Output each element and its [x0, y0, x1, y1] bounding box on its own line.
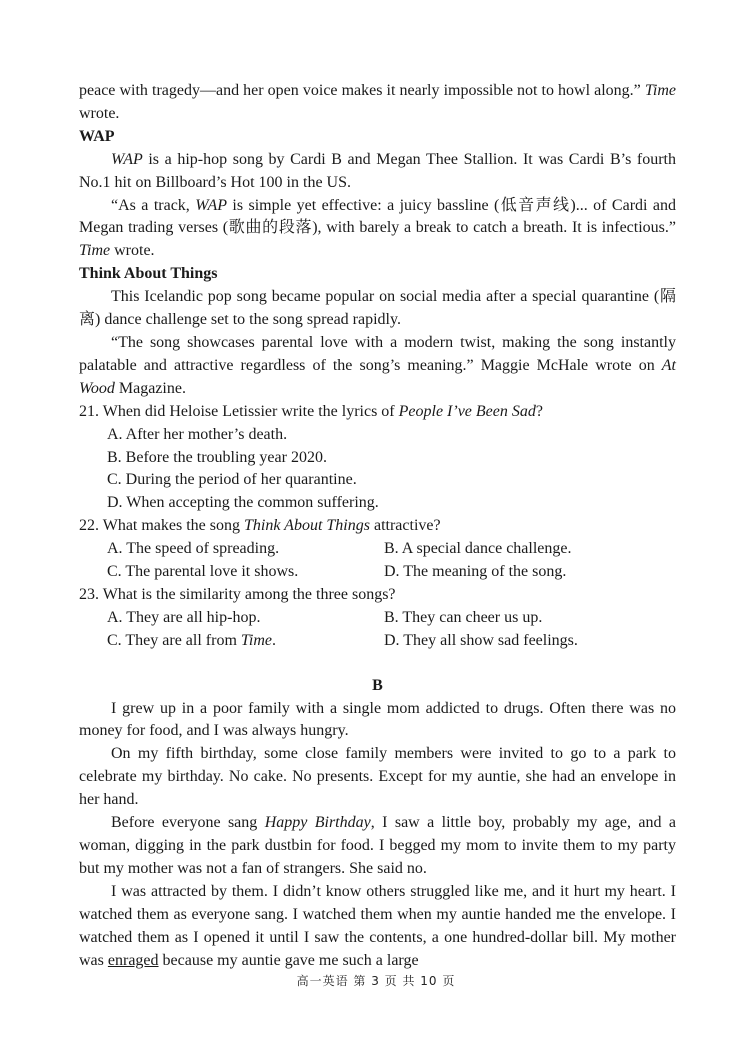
section-b-paragraph-2: On my fifth birthday, some close family members were invited to go to a park to celebrate my birthday. No cake. No presents. Except for my auntie, she had an envelope in her hand. — [79, 745, 676, 809]
intro-end: wrote. — [79, 104, 120, 122]
q23-option-c-text: C. They are all from — [107, 631, 241, 649]
question-22 — [79, 515, 676, 538]
section-b-paragraph-3 — [79, 812, 676, 881]
things-p2-end: Magazine. — [114, 379, 186, 397]
q23-option-c — [107, 630, 384, 653]
q22-stem-end: attractive? — [369, 517, 441, 535]
q21-stem-end: ? — [535, 402, 543, 420]
q23-option-b: B. They can cheer us up. — [384, 608, 543, 626]
wap-song-title: WAP — [111, 150, 143, 168]
q23-options-row-2 — [79, 630, 676, 653]
wap-p2-text: is simple yet effective: a juicy bassline (低音声线)... of Cardi and Megan trading verses (歌曲的段落), with barely a break to catch a breath. It is infectious.” — [79, 196, 676, 237]
q23-option-c-magazine: Time — [240, 631, 273, 649]
wap-paragraph-1 — [79, 149, 676, 195]
wap-p2-end: wrote. — [110, 242, 155, 260]
q22-options-row-1 — [79, 538, 676, 561]
wap-p2-song: WAP — [195, 196, 227, 214]
b-p3-text: , I saw a little boy, probably my age, and a woman, digging in the park dustbin for food. I begged my mom to invite them to my party but my mother was not a fan of strangers. She said no. — [79, 814, 677, 877]
document-page — [79, 80, 676, 972]
q22-stem: 22. What makes the song — [79, 517, 245, 535]
wap-p2-magazine: Time — [79, 242, 111, 260]
page-footer: 高一英语 第 3 页 共 10 页 — [296, 974, 456, 988]
intro-magazine: Time — [644, 82, 676, 99]
section-b-paragraph-4 — [79, 881, 676, 973]
question-21 — [79, 401, 676, 424]
intro-text: peace with tragedy—and her open voice makes it nearly impossible not to howl along.” — [79, 82, 645, 99]
q22-option-b: B. A special dance challenge. — [384, 540, 572, 558]
q22-option-c: C. The parental love it shows. — [107, 563, 299, 581]
wap-paragraph-2 — [79, 195, 676, 264]
q21-option-a: A. After her mother’s death. — [107, 425, 288, 443]
b-p4-text: I was attracted by them. I didn’t know others struggled like me, and it hurt my heart. I watched them as everyone sang. I watched them when my auntie handed me the envelope. I watched them as I opened it until I saw the contents, a one hundred-dollar bill. My mother was — [79, 882, 676, 969]
q23-option-a: A. They are all hip-hop. — [107, 608, 261, 626]
wap-p1-text: is a hip-hop song by Cardi B and Megan Thee Stallion. It was Cardi B’s fourth No.1 hit on Billboard’s Hot 100 in the US. — [79, 150, 676, 191]
q22-option-d: D. The meaning of the song. — [384, 563, 567, 581]
q21-song-title: People I’ve Been Sad — [398, 402, 536, 420]
section-b-heading: B — [372, 676, 383, 694]
b-p4-underlined-word: enraged — [107, 951, 159, 969]
b-p4-end: because my auntie gave me such a large — [158, 951, 419, 969]
b-p3-song: Happy Birthday — [264, 814, 371, 832]
things-paragraph-2 — [79, 332, 676, 401]
things-p2-text: “The song showcases parental love with a modern twist, making the song instantly palatable and attractive regardless of the song’s meaning.” Maggie McHale wrote on — [79, 333, 676, 374]
q21-option-d: D. When accepting the common suffering. — [107, 494, 379, 512]
q23-options-row-1 — [79, 607, 676, 630]
q21-option-c: C. During the period of her quarantine. — [107, 471, 357, 489]
things-p2-magazine: At Wood — [79, 356, 676, 397]
q22-option-a: A. The speed of spreading. — [107, 540, 280, 558]
q22-song-title: Think About Things — [244, 517, 370, 535]
wap-p2-start: “As a track, — [111, 196, 196, 214]
b-p3-start: Before everyone sang — [111, 814, 265, 832]
q21-option-b: B. Before the troubling year 2020. — [107, 448, 327, 466]
wap-heading: WAP — [79, 127, 115, 145]
question-23: 23. What is the similarity among the three songs? — [79, 585, 396, 603]
intro-paragraph — [79, 80, 676, 126]
things-heading: Think About Things — [79, 265, 218, 283]
q22-options-row-2 — [79, 561, 676, 584]
q23-option-d: D. They all show sad feelings. — [384, 631, 578, 649]
q21-stem: 21. When did Heloise Letissier write the lyrics of — [79, 402, 399, 420]
section-b-paragraph-1: I grew up in a poor family with a single mom addicted to drugs. Often there was no money for food, and I was always hungry. — [79, 699, 676, 740]
things-paragraph-1: This Icelandic pop song became popular on social media after a special quarantine (隔离) dance challenge set to the song spread rapidly. — [79, 288, 676, 329]
q23-option-c-end: . — [272, 631, 277, 649]
